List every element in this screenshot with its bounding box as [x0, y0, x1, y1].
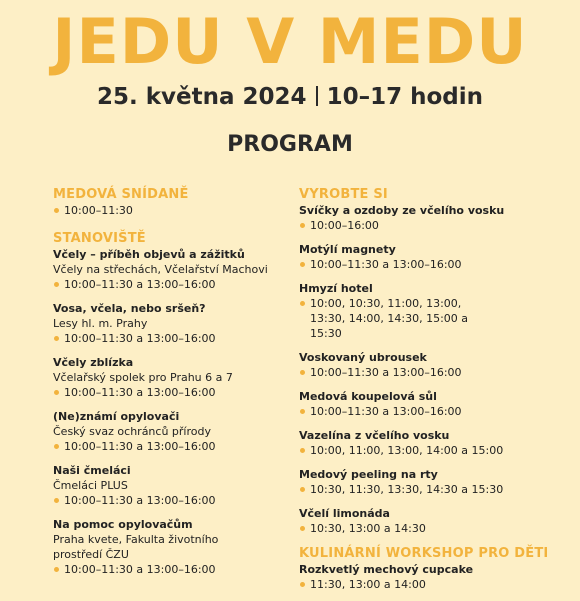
time-slot — [299, 404, 549, 419]
bullet-dot-icon — [300, 448, 305, 453]
event-date: 25. května 2024 — [97, 84, 307, 110]
time-slot — [299, 577, 549, 592]
event-hours: 10–17 hodin — [326, 84, 483, 110]
time-text: 10:00–11:30 a 13:00–16:00 — [310, 258, 462, 271]
time-slot — [299, 521, 549, 536]
entry-title: Naši čmeláci — [53, 464, 131, 477]
entry-title: Motýlí magnety — [299, 243, 396, 256]
bullet-dot-icon — [300, 409, 305, 414]
entry-organizer: Včely na střechách, Včelařství Machovi — [53, 263, 268, 276]
program-entry — [53, 301, 288, 346]
entry-title: Medová koupelová sůl — [299, 390, 437, 403]
bullet-dot-icon — [54, 336, 59, 341]
program-entry — [299, 506, 549, 536]
time-text: 10:00, 10:30, 11:00, 13:00, 13:30, 14:00, 14:30, 15:00 a 15:30 — [310, 297, 469, 340]
program-entry — [53, 247, 288, 292]
time-text: 10:30, 11:30, 13:30, 14:30 a 15:30 — [310, 483, 504, 496]
event-date-time — [0, 82, 580, 112]
section-heading-breakfast: MEDOVÁ SNÍDANĚ — [53, 187, 189, 202]
time-text: 10:00–16:00 — [310, 219, 379, 232]
bullet-dot-icon — [54, 390, 59, 395]
program-entry — [299, 281, 549, 341]
program-entry — [299, 428, 549, 458]
bullet-dot-icon — [300, 526, 305, 531]
time-text: 10:00–11:30 a 13:00–16:00 — [310, 405, 462, 418]
entry-title: Svíčky a ozdoby ze včelího vosku — [299, 204, 505, 217]
entry-title: Medový peeling na rty — [299, 468, 438, 481]
time-text: 10:00–11:30 a 13:00–16:00 — [64, 332, 216, 345]
time-slot — [299, 482, 549, 497]
program-column-left — [53, 186, 288, 586]
time-slot — [299, 296, 470, 341]
time-text: 10:00–11:30 a 13:00–16:00 — [64, 278, 216, 291]
program-column-right — [299, 186, 549, 601]
time-text: 10:00–11:30 a 13:00–16:00 — [310, 366, 462, 379]
time-slot — [53, 331, 288, 346]
bullet-dot-icon — [54, 282, 59, 287]
time-text: 10:00–11:30 a 13:00–16:00 — [64, 440, 216, 453]
entry-organizer: Lesy hl. m. Prahy — [53, 317, 148, 330]
program-heading: PROGRAM — [227, 132, 353, 157]
entry-title: (Ne)známí opylovači — [53, 410, 180, 423]
time-slot — [53, 562, 288, 577]
bullet-dot-icon — [300, 301, 305, 306]
time-text: 10:30, 13:00 a 14:30 — [310, 522, 426, 535]
entry-title: Včely – příběh objevů a zážitků — [53, 248, 245, 261]
entry-organizer: Český svaz ochránců přírody — [53, 425, 211, 438]
bullet-dot-icon — [300, 223, 305, 228]
program-entry — [299, 467, 549, 497]
time-slot — [299, 257, 549, 272]
entry-organizer: Praha kvete, Fakulta životního prostředí ČZU — [53, 533, 219, 561]
section-heading-make: VYROBTE SI — [299, 187, 388, 202]
separator — [316, 86, 318, 106]
time-text: 10:00, 11:00, 13:00, 14:00 a 15:00 — [310, 444, 504, 457]
bullet-dot-icon — [54, 444, 59, 449]
time-slot — [53, 439, 288, 454]
program-entry — [299, 389, 549, 419]
bullet-dot-icon — [300, 262, 305, 267]
time-slot — [299, 365, 549, 380]
time-text: 10:00–11:30 — [64, 204, 133, 217]
program-entry — [299, 203, 549, 233]
entry-title: Na pomoc opylovačům — [53, 518, 193, 531]
bullet-dot-icon — [54, 208, 59, 213]
time-slot — [53, 203, 288, 218]
bullet-dot-icon — [300, 582, 305, 587]
program-entry — [53, 409, 288, 454]
time-text: 10:00–11:30 a 13:00–16:00 — [64, 386, 216, 399]
time-text: 10:00–11:30 a 13:00–16:00 — [64, 563, 216, 576]
time-slot — [53, 493, 288, 508]
bullet-dot-icon — [300, 370, 305, 375]
program-entry — [299, 242, 549, 272]
program-entry — [299, 562, 549, 592]
section-heading-stations: STANOVIŠTĚ — [53, 231, 146, 246]
time-slot — [53, 277, 288, 292]
time-text: 10:00–11:30 a 13:00–16:00 — [64, 494, 216, 507]
program-entry — [53, 463, 288, 508]
entry-title: Hmyzí hotel — [299, 282, 373, 295]
entry-title: Včely zblízka — [53, 356, 134, 369]
entry-organizer: Včelařský spolek pro Prahu 6 a 7 — [53, 371, 233, 384]
event-title: JEDU V MEDU — [52, 5, 528, 78]
time-text: 11:30, 13:00 a 14:00 — [310, 578, 426, 591]
entry-title: Vosa, včela, nebo sršeň? — [53, 302, 206, 315]
program-entry — [299, 350, 549, 380]
entry-title: Vazelína z včelího vosku — [299, 429, 450, 442]
time-slot — [299, 443, 549, 458]
section-heading-workshop: KULINÁRNÍ WORKSHOP PRO DĚTI — [299, 546, 549, 561]
bullet-dot-icon — [54, 567, 59, 572]
entry-title: Rozkvetlý mechový cupcake — [299, 563, 474, 576]
program-entry — [53, 517, 288, 577]
entry-organizer: Čmeláci PLUS — [53, 479, 128, 492]
entry-title: Včelí limonáda — [299, 507, 390, 520]
time-slot — [53, 385, 288, 400]
entry-title: Voskovaný ubrousek — [299, 351, 427, 364]
program-entry — [53, 355, 288, 400]
bullet-dot-icon — [300, 487, 305, 492]
bullet-dot-icon — [54, 498, 59, 503]
time-slot — [299, 218, 549, 233]
